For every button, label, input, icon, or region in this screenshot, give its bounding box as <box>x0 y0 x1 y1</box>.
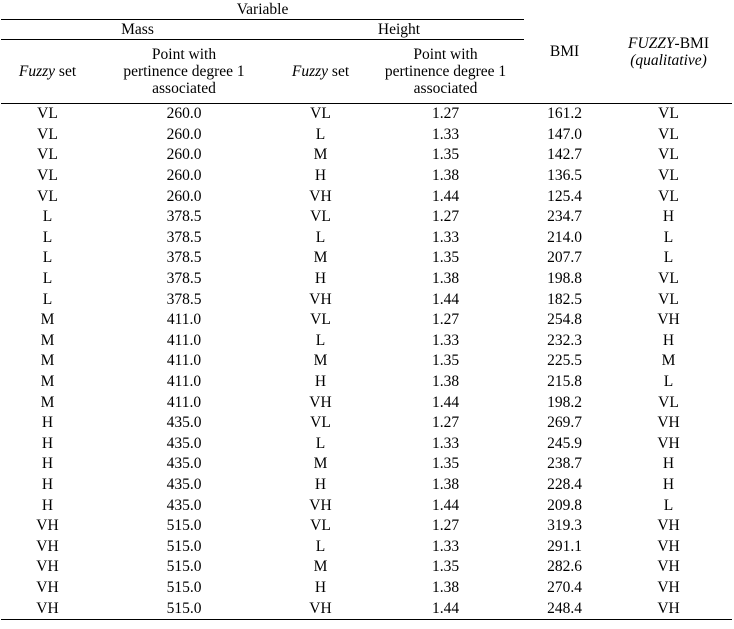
bmi-cell: 182.5 <box>547 290 582 308</box>
mass-point-cell: 515.0 <box>166 517 202 535</box>
height-point-cell: 1.35 <box>431 455 460 473</box>
height-fuzzy-set-cell: VH <box>309 187 332 205</box>
bmi-cell: 161.2 <box>547 105 582 123</box>
table-row <box>1 598 732 619</box>
bmi-cell: 215.8 <box>547 373 582 391</box>
fuzzy-bmi-cell: VH <box>657 517 680 535</box>
fuzzy-bmi-header <box>605 0 732 104</box>
mass-fuzzy-set-cell: L <box>42 290 53 308</box>
mass-fuzzy-set-cell: L <box>42 208 53 226</box>
mass-point-cell: 411.0 <box>166 373 202 391</box>
mass-fuzzy-set-cell: VH <box>36 517 59 535</box>
bmi-cell: 125.4 <box>547 187 582 205</box>
height-fuzzy-set-cell: M <box>313 352 328 370</box>
height-fuzzy-set-cell: M <box>313 249 328 267</box>
fuzzy-bmi-rest-text: -BMI <box>674 34 709 52</box>
mass-point-line3: associated <box>152 80 216 97</box>
table-row <box>1 557 732 578</box>
table-row <box>1 207 732 228</box>
mass-point-cell: 378.5 <box>166 270 202 288</box>
bmi-cell: 225.5 <box>547 352 582 370</box>
height-fuzzy-set-cell: VL <box>310 414 331 432</box>
mass-point-cell: 411.0 <box>166 352 202 370</box>
height-fuzzy-rest-text: set <box>328 63 350 80</box>
mass-point-header <box>94 40 274 104</box>
height-fuzzy-set-cell: H <box>314 475 327 493</box>
mass-fuzzy-set-cell: H <box>41 414 54 432</box>
mass-point-cell: 515.0 <box>94 598 274 619</box>
mass-fuzzy-italic-text: Fuzzy <box>18 63 56 80</box>
height-fuzzy-set-cell: VH <box>309 290 332 308</box>
height-point-cell: 1.35 <box>431 558 460 576</box>
bmi-cell: 254.8 <box>547 311 582 329</box>
table-row <box>1 516 732 537</box>
table-row <box>1 454 732 475</box>
mass-point-cell: 260.0 <box>166 105 202 123</box>
height-point-line2: pertinence degree 1 <box>384 63 507 80</box>
fuzzy-bmi-cell: VH <box>657 311 680 329</box>
fuzzy-bmi-qualitative-text: (qualitative) <box>630 51 707 69</box>
height-point-cell: 1.38 <box>431 167 460 185</box>
table-row <box>1 578 732 599</box>
mass-point-cell: 260.0 <box>166 146 202 164</box>
mass-fuzzy-set-cell: VL <box>37 167 58 185</box>
height-fuzzy-italic-text: Fuzzy <box>291 63 329 80</box>
fuzzy-bmi-cell: VL <box>658 270 679 288</box>
height-point-cell: 1.33 <box>431 537 460 555</box>
bmi-cell: 269.7 <box>547 414 582 432</box>
mass-point-cell: 411.0 <box>166 393 202 411</box>
height-fuzzy-set-cell: M <box>313 558 328 576</box>
mass-fuzzy-set-cell: VL <box>37 105 58 123</box>
bmi-cell: 282.6 <box>547 558 582 576</box>
table-row <box>1 331 732 352</box>
fuzzy-bmi-cell: L <box>663 228 674 246</box>
bmi-header: BMI <box>524 0 605 104</box>
table-row <box>1 392 732 413</box>
mass-fuzzy-set-cell: H <box>41 496 54 514</box>
mass-point-cell: 260.0 <box>166 125 202 143</box>
mass-fuzzy-set-cell: M <box>40 311 55 329</box>
bmi-cell: 147.0 <box>547 125 582 143</box>
bmi-cell: 136.5 <box>547 167 582 185</box>
table-row <box>1 125 732 146</box>
height-point-line3: associated <box>413 80 478 97</box>
table-row <box>1 475 732 496</box>
height-point-cell: 1.44 <box>431 496 460 514</box>
fuzzy-bmi-cell: H <box>662 208 675 226</box>
height-point-cell: 1.44 <box>431 393 460 411</box>
height-point-line1: Point with <box>413 46 478 63</box>
fuzzy-bmi-cell: VL <box>658 393 679 411</box>
bmi-cell: 214.0 <box>547 228 582 246</box>
fuzzy-bmi-cell: H <box>662 475 675 493</box>
height-fuzzy-set-cell: VL <box>310 517 331 535</box>
height-point-header <box>367 40 524 104</box>
mass-fuzzy-set-cell: VH <box>36 558 59 576</box>
table-row <box>1 372 732 393</box>
height-point-cell: 1.27 <box>431 105 460 123</box>
fuzzy-bmi-cell: L <box>663 496 674 514</box>
fuzzy-bmi-cell: VL <box>658 290 679 308</box>
fuzzy-bmi-cell: VL <box>658 105 679 123</box>
mass-point-cell: 435.0 <box>166 455 202 473</box>
mass-point-cell: 378.5 <box>166 228 202 246</box>
height-point-cell: 1.27 <box>431 311 460 329</box>
mass-fuzzy-set-cell: VL <box>37 125 58 143</box>
fuzzy-bmi-italic-text: FUZZY <box>628 34 675 52</box>
bmi-cell: 291.1 <box>547 537 582 555</box>
bmi-cell: 248.4 <box>524 598 605 619</box>
fuzzy-bmi-cell: VL <box>658 125 679 143</box>
bmi-cell: 270.4 <box>547 578 582 596</box>
height-fuzzy-set-cell: M <box>313 455 328 473</box>
mass-point-cell: 515.0 <box>166 578 202 596</box>
height-point-cell: 1.27 <box>431 208 460 226</box>
height-point-cell: 1.44 <box>367 598 524 619</box>
mass-fuzzy-set-cell: H <box>41 434 54 452</box>
mass-point-line1: Point with <box>151 46 217 63</box>
table-row <box>1 495 732 516</box>
height-point-cell: 1.35 <box>431 352 460 370</box>
mass-point-cell: 260.0 <box>166 187 202 205</box>
height-fuzzy-set-cell: L <box>315 228 326 246</box>
mass-fuzzy-set-cell: VH <box>36 578 59 596</box>
bmi-cell: 198.2 <box>547 393 582 411</box>
mass-fuzzy-set-cell: M <box>40 352 55 370</box>
height-fuzzy-set-cell: H <box>314 373 327 391</box>
mass-fuzzy-set-cell: VL <box>37 187 58 205</box>
height-fuzzy-set-cell: L <box>315 331 326 349</box>
table-row <box>1 434 732 455</box>
table-row <box>1 248 732 269</box>
table-row <box>1 104 732 125</box>
mass-point-cell: 260.0 <box>166 167 202 185</box>
mass-fuzzy-set-cell: VL <box>37 146 58 164</box>
fuzzy-bmi-cell: H <box>662 331 675 349</box>
bmi-cell: 238.7 <box>547 455 582 473</box>
height-point-cell: 1.38 <box>431 578 460 596</box>
fuzzy-bmi-cell: M <box>661 352 676 370</box>
mass-fuzzy-set-cell: VH <box>1 598 94 619</box>
height-fuzzy-set-cell: VH <box>309 393 332 411</box>
bmi-cell: 245.9 <box>547 434 582 452</box>
bmi-cell: 209.8 <box>547 496 582 514</box>
mass-fuzzy-set-header <box>1 40 94 104</box>
height-point-cell: 1.27 <box>431 414 460 432</box>
bmi-cell: 207.7 <box>547 249 582 267</box>
fuzzy-bmi-cell: VL <box>658 146 679 164</box>
fuzzy-bmi-cell: VH <box>657 414 680 432</box>
table-row <box>1 536 732 557</box>
mass-fuzzy-set-cell: M <box>40 373 55 391</box>
table-body <box>1 104 732 620</box>
height-fuzzy-set-cell: H <box>314 578 327 596</box>
height-point-cell: 1.44 <box>431 290 460 308</box>
height-fuzzy-set-cell: L <box>315 125 326 143</box>
table-row <box>1 310 732 331</box>
table-row <box>1 186 732 207</box>
height-header: Height <box>274 20 524 40</box>
bmi-cell: 142.7 <box>547 146 582 164</box>
table-row <box>1 289 732 310</box>
mass-fuzzy-set-cell: L <box>42 270 53 288</box>
table-row <box>1 269 732 290</box>
mass-point-cell: 435.0 <box>166 475 202 493</box>
mass-fuzzy-set-cell: VH <box>36 537 59 555</box>
fuzzy-bmi-cell: L <box>663 373 674 391</box>
mass-point-cell: 378.5 <box>166 208 202 226</box>
fuzzy-bmi-cell: VL <box>658 167 679 185</box>
bmi-cell: 234.7 <box>547 208 582 226</box>
fuzzy-bmi-cell: VH <box>657 537 680 555</box>
mass-fuzzy-set-cell: L <box>42 228 53 246</box>
height-fuzzy-set-cell: L <box>315 537 326 555</box>
mass-fuzzy-rest-text: set <box>55 63 77 80</box>
mass-fuzzy-set-cell: H <box>41 475 54 493</box>
mass-fuzzy-set-cell: H <box>41 455 54 473</box>
fuzzy-bmi-cell: VL <box>658 187 679 205</box>
mass-point-cell: 378.5 <box>166 290 202 308</box>
height-point-cell: 1.35 <box>431 146 460 164</box>
table-row <box>1 351 732 372</box>
fuzzy-bmi-cell: VH <box>605 598 732 619</box>
height-point-cell: 1.35 <box>431 249 460 267</box>
height-point-cell: 1.27 <box>431 517 460 535</box>
fuzzy-bmi-cell: H <box>662 455 675 473</box>
bmi-cell: 228.4 <box>547 475 582 493</box>
mass-point-cell: 435.0 <box>166 496 202 514</box>
height-fuzzy-set-cell: VL <box>310 105 331 123</box>
height-fuzzy-set-cell: VH <box>309 496 332 514</box>
height-fuzzy-set-header <box>274 40 367 104</box>
fuzzy-bmi-table-container <box>1 0 732 620</box>
mass-point-cell: 435.0 <box>166 414 202 432</box>
fuzzy-bmi-cell: L <box>663 249 674 267</box>
variable-header: Variable <box>1 0 524 20</box>
mass-point-cell: 435.0 <box>166 434 202 452</box>
height-fuzzy-set-cell: H <box>314 270 327 288</box>
mass-fuzzy-set-cell: M <box>40 331 55 349</box>
table-row <box>1 413 732 434</box>
fuzzy-bmi-cell: VH <box>657 578 680 596</box>
height-point-cell: 1.38 <box>431 270 460 288</box>
mass-point-cell: 378.5 <box>166 249 202 267</box>
mass-point-cell: 515.0 <box>166 537 202 555</box>
fuzzy-bmi-cell: VH <box>657 434 680 452</box>
bmi-cell: 319.3 <box>547 517 582 535</box>
height-point-cell: 1.33 <box>431 125 460 143</box>
mass-point-line2: pertinence degree 1 <box>123 63 245 80</box>
fuzzy-bmi-cell: VH <box>657 558 680 576</box>
height-point-cell: 1.38 <box>431 373 460 391</box>
height-fuzzy-set-cell: VL <box>310 208 331 226</box>
mass-fuzzy-set-cell: M <box>40 393 55 411</box>
mass-point-cell: 515.0 <box>166 558 202 576</box>
height-fuzzy-set-cell: L <box>315 434 326 452</box>
height-point-cell: 1.44 <box>431 187 460 205</box>
height-fuzzy-set-cell: VH <box>274 598 367 619</box>
mass-point-cell: 411.0 <box>166 311 202 329</box>
height-fuzzy-set-cell: VL <box>310 311 331 329</box>
table-row <box>1 145 732 166</box>
mass-header: Mass <box>1 20 274 40</box>
height-point-cell: 1.38 <box>431 475 460 493</box>
table-row <box>1 166 732 187</box>
height-fuzzy-set-cell: H <box>314 167 327 185</box>
mass-point-cell: 411.0 <box>166 331 202 349</box>
mass-fuzzy-set-cell: L <box>42 249 53 267</box>
height-fuzzy-set-cell: M <box>313 146 328 164</box>
height-point-cell: 1.33 <box>431 228 460 246</box>
bmi-cell: 198.8 <box>547 270 582 288</box>
table-row <box>1 228 732 249</box>
bmi-cell: 232.3 <box>547 331 582 349</box>
height-point-cell: 1.33 <box>431 434 460 452</box>
height-point-cell: 1.33 <box>431 331 460 349</box>
fuzzy-bmi-table <box>1 0 732 620</box>
